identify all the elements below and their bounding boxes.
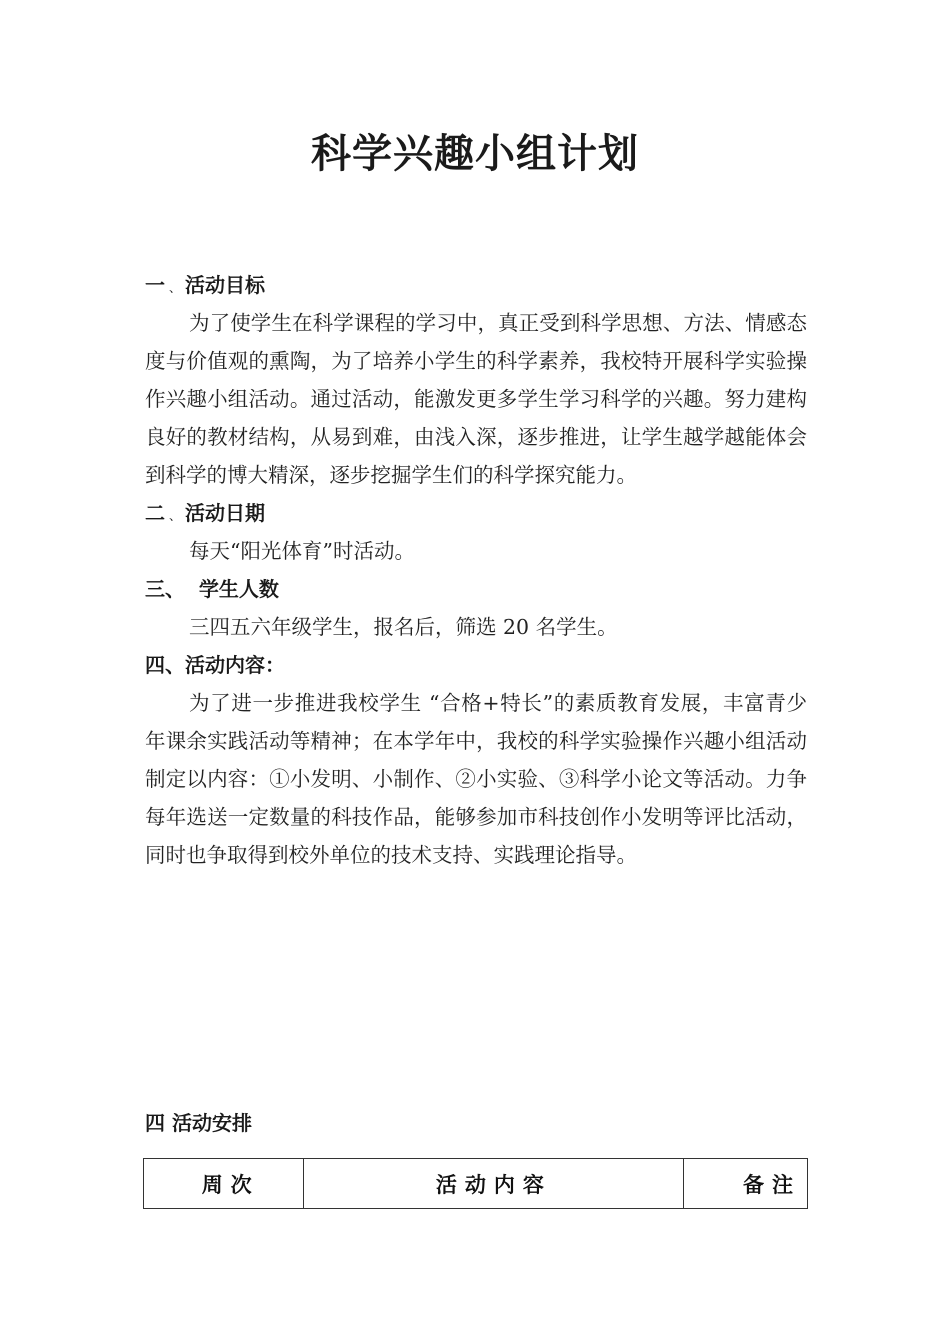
table-header-row xyxy=(144,1159,808,1209)
section-number: 二 xyxy=(145,501,165,525)
section-separator: 、 xyxy=(169,281,182,295)
section-title: 活动目标 xyxy=(185,273,266,297)
section-heading-goals xyxy=(145,266,807,304)
section-number: 一 xyxy=(145,273,165,297)
section-heading-students: 三、 学生人数 xyxy=(145,577,279,601)
column-header-content: 活动内容 xyxy=(304,1159,684,1209)
section-heading-dates xyxy=(145,494,807,532)
section-title: 活动日期 xyxy=(185,501,266,525)
document-title: 科学兴趣小组计划 xyxy=(311,131,639,177)
schedule-heading: 四 活动安排 xyxy=(145,1111,252,1135)
section-separator: 、 xyxy=(169,509,182,523)
schedule-table xyxy=(143,1158,808,1209)
section-paragraph-students: 三四五六年级学生，报名后，筛选 20 名学生。 xyxy=(189,615,618,639)
column-header-note: 备注 xyxy=(684,1159,808,1209)
column-header-week: 周次 xyxy=(144,1159,304,1209)
section-paragraph-goals: 为了使学生在科学课程的学习中，真正受到科学思想、方法、情感态度与价值观的熏陶，为了培养小学生的科学素养，我校特开展科学实验操作兴趣小组活动。通过活动，能激发更多学生学习科学的兴趣。努力建构良好的教材结构，从易到难，由浅入深，逐步推进，让学生越学越能体会到科学的博大精深，逐步挖掘学生们的科学探究能力。 xyxy=(145,311,807,487)
section-heading-content: 四、活动内容： xyxy=(145,653,285,677)
document-body xyxy=(145,266,807,874)
section-paragraph-content: 为了进一步推进我校学生 “合格+特长”的素质教育发展，丰富青少年课余实践活动等精神；在本学年中，我校的科学实验操作兴趣小组活动制定以内容：①小发明、小制作、②小实验、③科学小论文等活动。力争每年选送一定数量的科技作品，能够参加市科技创作小发明等评比活动，同时也争取得到校外单位的技术支持、实践理论指导。 xyxy=(145,691,807,867)
section-paragraph-dates: 每天“阳光体育”时活动。 xyxy=(189,539,415,563)
